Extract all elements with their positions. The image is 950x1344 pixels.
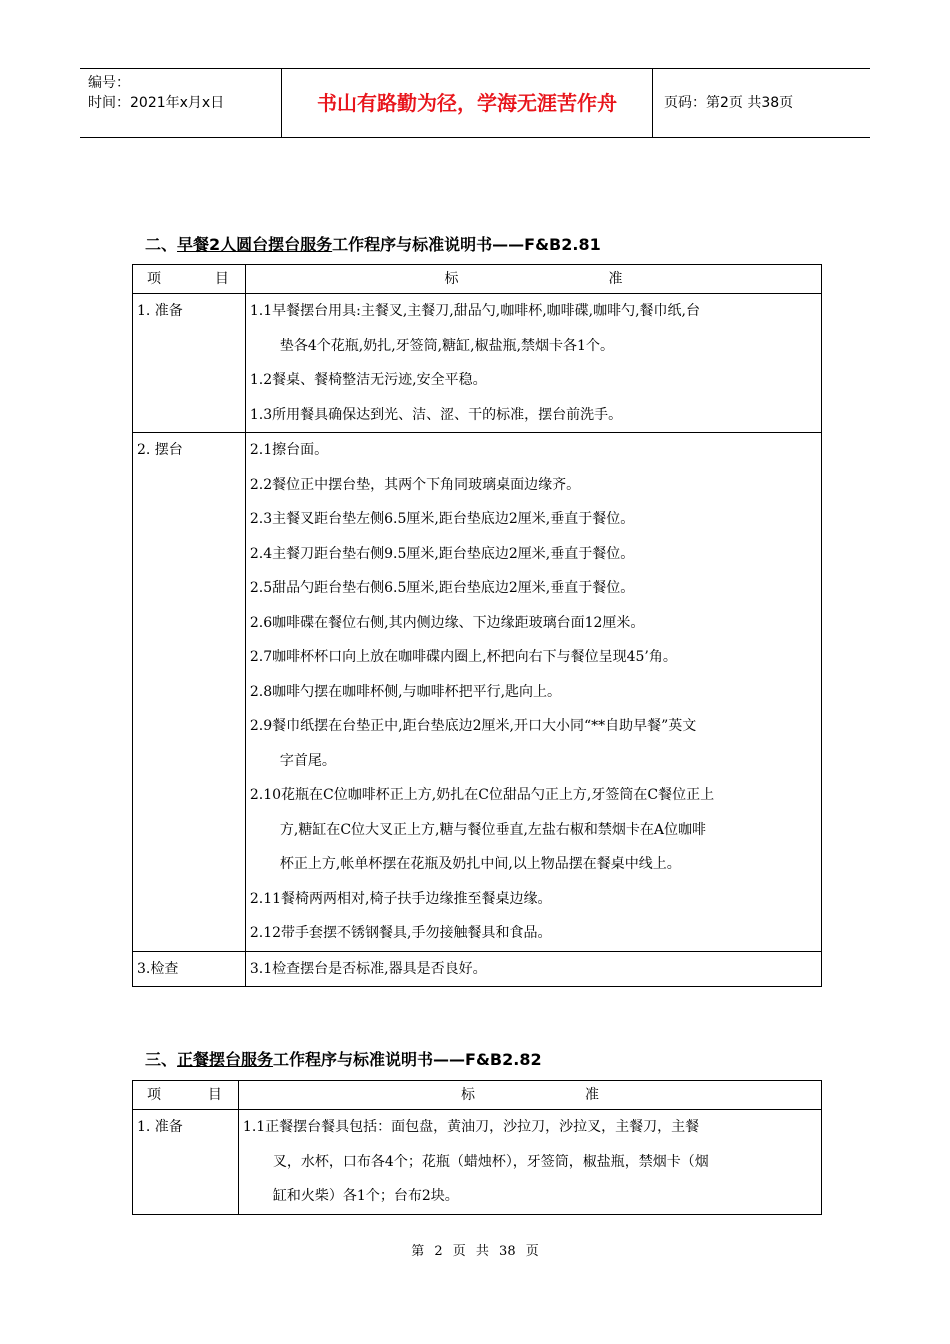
standard-line: 缸和火柴）各1个；台布2块。 — [272, 1188, 459, 1204]
standard-line: 2.9餐巾纸摆在台垫正中,距台垫底边2厘米,开口大小同“**自助早餐”英文 — [249, 718, 697, 734]
standard-line: 3.1检查摆台是否标准,器具是否良好。 — [249, 960, 487, 977]
table-header-row: 项 目 标 准 — [133, 265, 822, 294]
standard-line: 2.4主餐刀距台垫右侧9.5厘米,距台垫底边2厘米,垂直于餐位。 — [249, 545, 635, 562]
page-header — [80, 68, 870, 138]
table-row — [133, 951, 822, 987]
standard-line: 1.1早餐摆台用具:主餐叉,主餐刀,甜品勺,咖啡杯,咖啡碟,咖啡勺,餐巾纸,台 — [249, 303, 701, 319]
page-footer: 第 2 页 共 38 页 — [411, 1244, 539, 1259]
standard-line: 2.3主餐叉距台垫左侧6.5厘米,距台垫底边2厘米,垂直于餐位。 — [249, 511, 635, 527]
standard-line: 2.8咖啡勺摆在咖啡杯侧,与咖啡杯把平行,匙向上。 — [249, 683, 562, 700]
table-header-row: 项 目 标 准 — [133, 1081, 822, 1110]
standard-line: 2.11餐椅两两相对,椅子扶手边缘推至餐桌边缘。 — [249, 890, 552, 907]
row-item-label: 1. 准备 — [137, 303, 183, 319]
header-divider — [652, 69, 653, 137]
standard-line: 1.1正餐摆台餐具包括：面包盘，黄油刀，沙拉刀，沙拉叉，主餐刀，主餐 — [242, 1119, 700, 1135]
table-row — [133, 433, 822, 952]
standard-line: 2.10花瓶在C位咖啡杯正上方,奶扎在C位甜品勺正上方,牙签筒在C餐位正上 — [249, 787, 715, 803]
section-2-title: 二、早餐2人圆台摆台服务工作程序与标准说明书——F&B2.81 — [145, 235, 601, 254]
header-meta — [88, 73, 224, 113]
standard-line: 2.5甜品勺距台垫右侧6.5厘米,距台垫底边2厘米,垂直于餐位。 — [249, 580, 635, 596]
row-item-label: 3.检查 — [137, 960, 179, 977]
table-row — [133, 294, 822, 433]
standard-line: 垫各4个花瓶,奶扎,牙签筒,糖缸,椒盐瓶,禁烟卡各1个。 — [279, 337, 614, 354]
standard-line: 2.2餐位正中摆台垫，其两个下角同玻璃桌面边缘齐。 — [249, 476, 581, 493]
time-label: 时间：2021年x月x日 — [88, 95, 225, 111]
standard-line: 字首尾。 — [279, 752, 336, 769]
standard-line: 2.6咖啡碟在餐位右侧,其内侧边缘、下边缘距玻璃台面12厘米。 — [249, 614, 645, 631]
standard-line: 2.7咖啡杯杯口向上放在咖啡碟内圈上,杯把向右下与餐位呈现45’角。 — [249, 649, 677, 665]
header-motto: 书山有路勤为径，学海无涯苦作舟 — [317, 91, 617, 115]
table-row — [133, 1110, 822, 1215]
standard-line: 1.2餐桌、餐椅整洁无污迹,安全平稳。 — [249, 372, 487, 388]
section-2-table — [132, 264, 822, 987]
standard-line: 方,糖缸在C位大叉正上方,糖与餐位垂直,左盐右椒和禁烟卡在A位咖啡 — [279, 821, 707, 838]
section-3-table — [132, 1080, 822, 1215]
standard-line: 叉，水杯，口布各4个；花瓶（蜡烛杯），牙签筒，椒盐瓶，禁烟卡（烟 — [272, 1153, 709, 1170]
number-label: 编号： — [88, 75, 130, 91]
section-3-title: 三、正餐摆台服务工作程序与标准说明书——F&B2.82 — [145, 1050, 542, 1069]
row-item-label: 2. 摆台 — [137, 442, 183, 458]
standard-line: 2.12带手套摆不锈钢餐具,手勿接触餐具和食品。 — [249, 925, 552, 941]
standard-line: 1.3所用餐具确保达到光、洁、涩、干的标准，摆台前洗手。 — [249, 406, 623, 423]
row-item-label: 1. 准备 — [137, 1119, 183, 1135]
standard-line: 2.1擦台面。 — [249, 442, 329, 458]
header-page-info: 页码：第2页 共38页 — [664, 95, 794, 111]
standard-line: 杯正上方,帐单杯摆在花瓶及奶扎中间,以上物品摆在餐桌中线上。 — [279, 856, 681, 872]
